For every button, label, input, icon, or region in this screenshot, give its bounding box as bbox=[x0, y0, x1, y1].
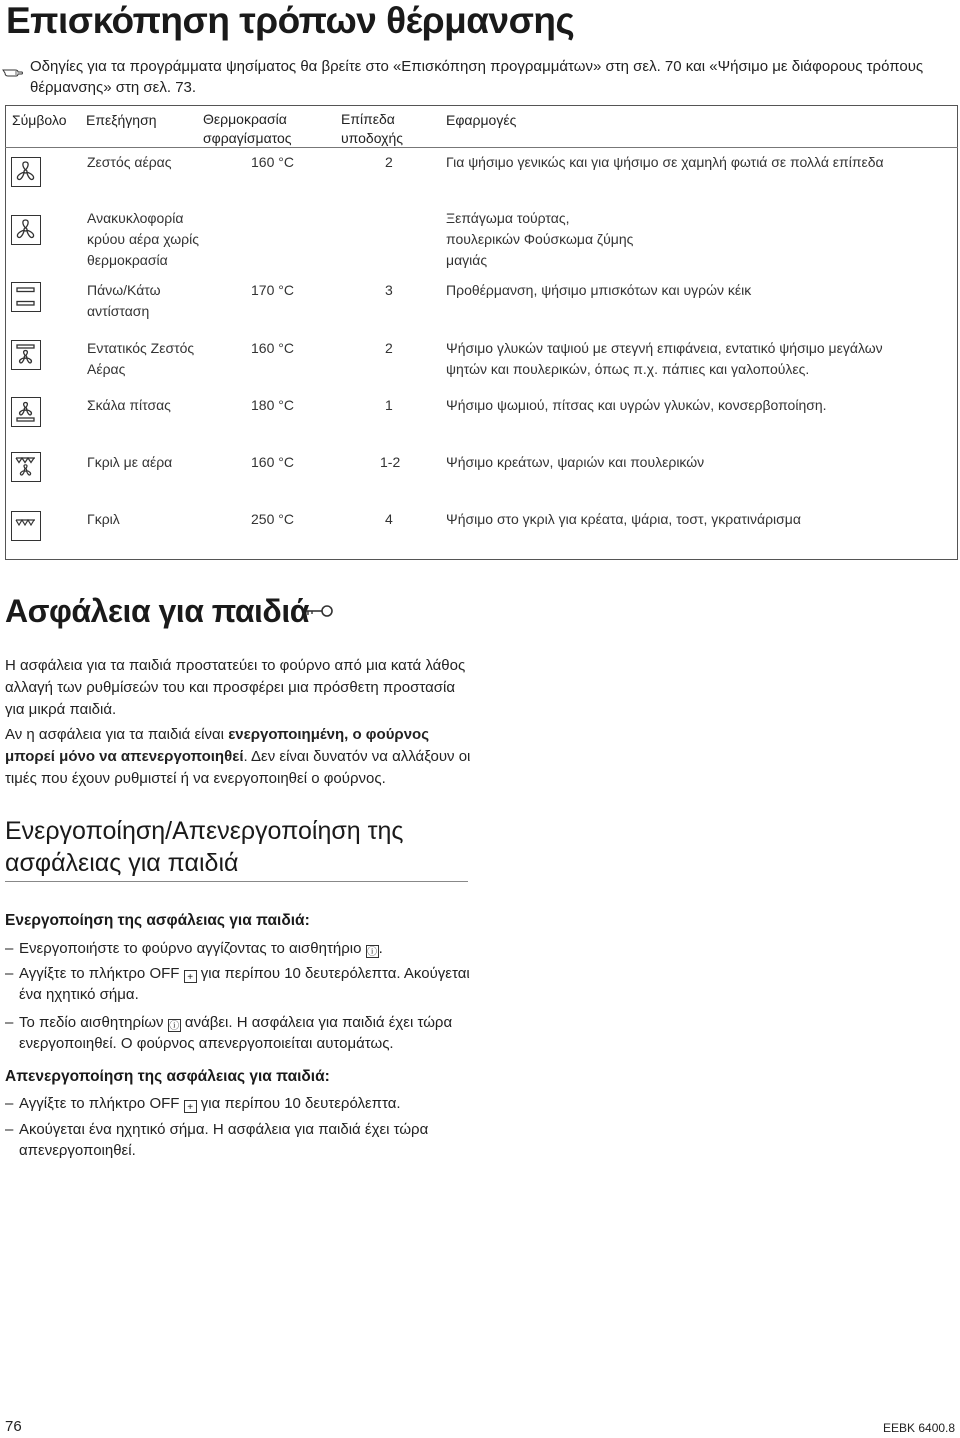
row3-application: Προθέρμανση, ψήσιμο μπισκότων και υγρών κέικ bbox=[446, 282, 752, 298]
row2-application: Ξεπάγωμα τούρτας, πουλερικών Φούσκωμα ζύμης μαγιάς bbox=[446, 210, 634, 268]
page-title: Επισκόπηση τρόπων θέρμανσης bbox=[6, 0, 575, 41]
row1-level: 2 bbox=[385, 154, 393, 170]
intensive-hot-air-icon bbox=[11, 340, 41, 370]
plus-key-icon: + bbox=[184, 970, 197, 983]
row7-application: Ψήσιμο στο γκριλ για κρέατα, ψάρια, τοστ, γκρατινάρισμα bbox=[446, 511, 801, 527]
step3-text-a: Το πεδίο αισθητηρίων bbox=[19, 1014, 164, 1031]
row1-application: Για ψήσιμο γενικώς και για ψήσιμο σε χαμηλή φωτιά σε πολλά επίπεδα bbox=[446, 154, 884, 170]
row1-temp: 160 °C bbox=[251, 154, 294, 170]
heating-modes-table bbox=[5, 105, 958, 560]
dash: – bbox=[5, 965, 14, 982]
row4-explanation: Εντατικός Ζεστός Αέρας bbox=[87, 340, 195, 377]
para2-part-a: Αν η ασφάλεια για τα παιδιά είναι bbox=[5, 726, 229, 743]
row4-application: Ψήσιμο γλυκών ταψιού με στεγνή επιφάνεια, εντατικό ψήσιμο μεγάλων ψητών και πουλερικών, όπως π.χ. πάπιες και γαλοπούλες. bbox=[446, 340, 883, 377]
doc-code: EEBK 6400.8 bbox=[883, 1421, 956, 1435]
fan-hot-air-icon bbox=[11, 157, 41, 187]
header-temp-2: σφραγίσματος bbox=[203, 130, 292, 146]
dash: – bbox=[5, 1121, 14, 1138]
activate-step-3 bbox=[5, 1012, 475, 1054]
row5-explanation: Σκάλα πίτσας bbox=[87, 397, 171, 413]
row6-temp: 160 °C bbox=[251, 454, 294, 470]
para2-bold: ενεργοποιημένη, ο φούρνος μπορεί μόνο να απενεργοποιηθεί bbox=[5, 726, 430, 765]
row6-level: 1-2 bbox=[380, 454, 401, 470]
activate-step-2 bbox=[5, 963, 475, 1005]
header-applications: Εφαρμογές bbox=[446, 112, 517, 128]
header-temp-1: Θερμοκρασία bbox=[203, 111, 287, 127]
dash: – bbox=[5, 1095, 14, 1112]
deactivate-step-2 bbox=[5, 1119, 475, 1161]
row7-level: 4 bbox=[385, 511, 393, 527]
para2-part-b: . Δεν είναι δυνατόν να αλλάξουν οι τιμές που έχουν ρυθμιστεί ή να ενεργοποιηθεί ο φούρνος. bbox=[5, 748, 471, 787]
step3-text-b: ανάβει. Η ασφάλεια για παιδιά έχει τώρα ενεργοποιηθεί. Ο φούρνος απενεργοποιείται αυτομάτως. bbox=[19, 1014, 453, 1052]
section-title-line2: ασφάλειας για παιδιά bbox=[5, 849, 239, 877]
sensor-icon: ⓘ bbox=[367, 947, 378, 958]
row3-explanation: Πάνω/Κάτω αντίσταση bbox=[87, 282, 161, 319]
child-lock-title: Ασφάλεια για παιδιά bbox=[5, 593, 309, 629]
step2-text-a: Αγγίξτε το πλήκτρο OFF bbox=[19, 965, 180, 982]
row4-level: 2 bbox=[385, 340, 393, 356]
step1-text-b: . bbox=[378, 940, 383, 957]
note-text: Οδηγίες για τα προγράμματα ψησίματος θα βρείτε στο «Επισκόπηση προγραμμάτων» στη σελ. 70 και «Ψήσιμο με διάφορους τρόπους θέρμανσης» στη σελ. 73. bbox=[30, 58, 924, 96]
section-title-line1: Ενεργοποίηση/Απενεργοποίηση της bbox=[5, 817, 404, 845]
row3-temp: 170 °C bbox=[251, 282, 294, 298]
child-lock-para1: Η ασφάλεια για τα παιδιά προστατεύει το φούρνο από μια κατά λάθος αλλαγή των ρυθμίσεών του και προσφέρει μια πρόσθετη προστασία για μικρά παιδιά. bbox=[5, 657, 466, 718]
top-bottom-heat-icon bbox=[11, 282, 41, 312]
pointing-hand-icon bbox=[2, 64, 24, 78]
page-number: 76 bbox=[5, 1418, 22, 1435]
grill-icon bbox=[11, 511, 41, 541]
section-title bbox=[5, 815, 475, 879]
row7-explanation: Γκριλ bbox=[87, 511, 120, 527]
row6-application: Ψήσιμο κρεάτων, ψαριών και πουλερικών bbox=[446, 454, 705, 470]
row1-explanation: Ζεστός αέρας bbox=[87, 154, 172, 170]
row2-explanation: Ανακυκλοφορία κρύου αέρα χωρίς θερμοκρασία bbox=[87, 210, 199, 268]
sensor-icon: ⓘ bbox=[169, 1021, 180, 1032]
fan-grill-icon bbox=[11, 452, 41, 482]
row6-explanation: Γκριλ με αέρα bbox=[87, 454, 173, 470]
header-divider bbox=[5, 147, 958, 148]
fan-defrost-icon bbox=[11, 215, 41, 245]
pizza-level-icon bbox=[11, 397, 41, 427]
dstep2-text: Ακούγεται ένα ηχητικό σήμα. Η ασφάλεια για παιδιά έχει τώρα απενεργοποιηθεί. bbox=[19, 1121, 429, 1159]
row5-application: Ψήσιμο ψωμιού, πίτσας και υγρών γλυκών, κονσερβοποίηση. bbox=[446, 397, 827, 413]
row5-level: 1 bbox=[385, 397, 393, 413]
section-divider bbox=[5, 881, 468, 882]
row5-temp: 180 °C bbox=[251, 397, 294, 413]
plus-key-icon: + bbox=[184, 1100, 197, 1113]
row7-temp: 250 °C bbox=[251, 511, 294, 527]
dstep1-text-a: Αγγίξτε το πλήκτρο OFF bbox=[19, 1095, 180, 1112]
header-level-1: Επίπεδα bbox=[341, 111, 395, 127]
child-lock-para2 bbox=[5, 724, 475, 790]
step1-text-a: Ενεργοποιήστε το φούρνο αγγίζοντας το αισθητήριο bbox=[19, 940, 362, 957]
key-icon bbox=[304, 604, 334, 618]
row3-level: 3 bbox=[385, 282, 393, 298]
activate-step-1 bbox=[5, 938, 475, 959]
activate-heading: Ενεργοποίηση της ασφάλειας για παιδιά: bbox=[5, 912, 310, 929]
header-symbol: Σύμβολο bbox=[12, 112, 67, 128]
step2-text-b: για περίπου 10 δευτερόλεπτα. Ακούγεται ένα ηχητικό σήμα. bbox=[19, 965, 470, 1003]
row4-temp: 160 °C bbox=[251, 340, 294, 356]
deactivate-step-1 bbox=[5, 1093, 475, 1114]
dash: – bbox=[5, 1014, 14, 1031]
header-explanation: Επεξήγηση bbox=[86, 112, 157, 128]
header-level-2: υποδοχής bbox=[341, 130, 403, 146]
dash: – bbox=[5, 940, 14, 957]
deactivate-heading: Απενεργοποίηση της ασφάλειας για παιδιά: bbox=[5, 1068, 330, 1085]
dstep1-text-b: για περίπου 10 δευτερόλεπτα. bbox=[200, 1095, 401, 1112]
